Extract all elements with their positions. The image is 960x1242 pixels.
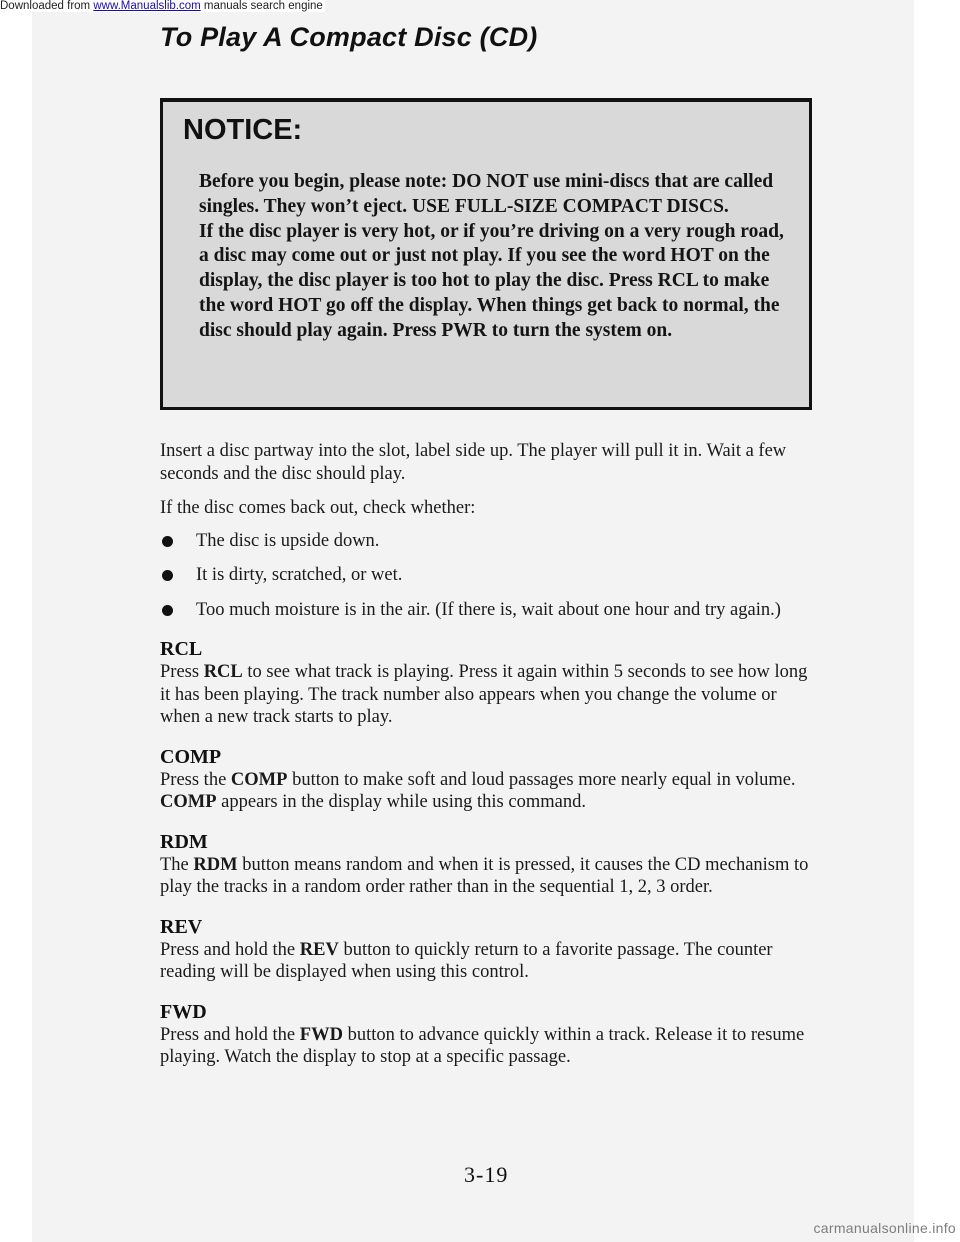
check-intro-paragraph: If the disc comes back out, check whether: xyxy=(160,498,476,518)
fwd-section xyxy=(160,1000,820,1069)
comp-text-rest: appears in the display while using this command. xyxy=(216,792,586,812)
rdm-text-rest: button means random and when it is pressed, it causes the CD mechanism to play the tracks in a random order rather than in the sequential 1, 2, 3 order. xyxy=(160,854,809,897)
comp-text: Press the xyxy=(160,769,231,790)
list-item xyxy=(160,530,820,553)
page-heading: To Play A Compact Disc (CD) xyxy=(160,22,538,52)
list-item-text: Too much moisture is in the air. (If there is, wait about one hour and try again.) xyxy=(196,599,781,620)
comp-bold-2: COMP xyxy=(160,792,217,812)
watermark-prefix: Downloaded from xyxy=(0,0,94,12)
rdm-bold: RDM xyxy=(193,854,238,875)
rev-section xyxy=(160,915,820,984)
rev-text-rest: button to quickly return to a favorite passage. The counter reading will be displayed when using this control. xyxy=(160,939,773,982)
fwd-text: Press and hold the xyxy=(160,1024,300,1045)
fwd-title: FWD xyxy=(160,1000,207,1023)
rev-bold: REV xyxy=(299,939,339,960)
rdm-text: The xyxy=(160,854,194,875)
bullet-icon xyxy=(162,605,173,616)
notice-title: NOTICE: xyxy=(183,114,303,146)
check-list xyxy=(160,530,820,622)
rdm-section xyxy=(160,830,820,899)
main-content xyxy=(160,440,820,1069)
bullet-icon xyxy=(162,570,173,581)
notice-box xyxy=(160,98,812,410)
rcl-text-rest: to see what track is playing. Press it again within 5 seconds to see how long it has been playing. The track number also appears when you change the volume or when a new track starts to play. xyxy=(160,662,808,727)
rev-text: Press and hold the xyxy=(160,939,300,960)
notice-paragraph-1: Before you begin, please note: DO NOT use mini-discs that are called singles. They won’t eject. USE FULL-SIZE COMPACT DISCS. xyxy=(199,171,774,217)
comp-body xyxy=(160,769,820,814)
list-item xyxy=(160,599,820,622)
rcl-bold: RCL xyxy=(203,662,243,682)
rcl-section xyxy=(160,637,820,729)
list-item-text: It is dirty, scratched, or wet. xyxy=(196,565,403,585)
list-item xyxy=(160,564,820,587)
notice-body xyxy=(199,170,789,344)
rev-title: REV xyxy=(160,915,203,938)
list-item-text: The disc is upside down. xyxy=(196,530,380,551)
rcl-text: Press xyxy=(160,662,204,682)
rev-body xyxy=(160,939,820,984)
watermark-suffix: manuals search engine xyxy=(200,0,323,12)
download-watermark xyxy=(0,0,325,12)
comp-bold: COMP xyxy=(230,769,288,790)
bullet-icon xyxy=(162,536,173,547)
rdm-body xyxy=(160,854,820,899)
page-number: 3-19 xyxy=(464,1162,509,1187)
comp-title: COMP xyxy=(160,745,222,768)
fwd-text-rest: button to advance quickly within a track. Release it to resume playing. Watch the display to stop at a specific passage. xyxy=(160,1024,805,1067)
manualslib-link[interactable]: www.Manualslib.com xyxy=(93,0,201,12)
comp-section xyxy=(160,745,820,814)
rcl-body xyxy=(160,661,820,729)
rdm-title: RDM xyxy=(160,830,208,853)
fwd-bold: FWD xyxy=(299,1024,343,1045)
rcl-title: RCL xyxy=(160,638,203,660)
site-watermark: carmanualsonline.info xyxy=(813,1220,956,1236)
insert-disc-paragraph: Insert a disc partway into the slot, label side up. The player will pull it in. Wait a few seconds and the disc should play. xyxy=(160,441,787,484)
fwd-body xyxy=(160,1024,820,1069)
comp-text-middle: button to make soft and loud passages more nearly equal in volume. xyxy=(287,769,796,790)
notice-paragraph-2: If the disc player is very hot, or if you’re driving on a very rough road, a disc may come out or just not play. If you see the word HOT on the display, the disc player is too hot to play the disc. Press RCL to make the word HOT go off the display. When things get back to normal, the disc should play again. Press PWR to turn the system on. xyxy=(199,220,784,341)
